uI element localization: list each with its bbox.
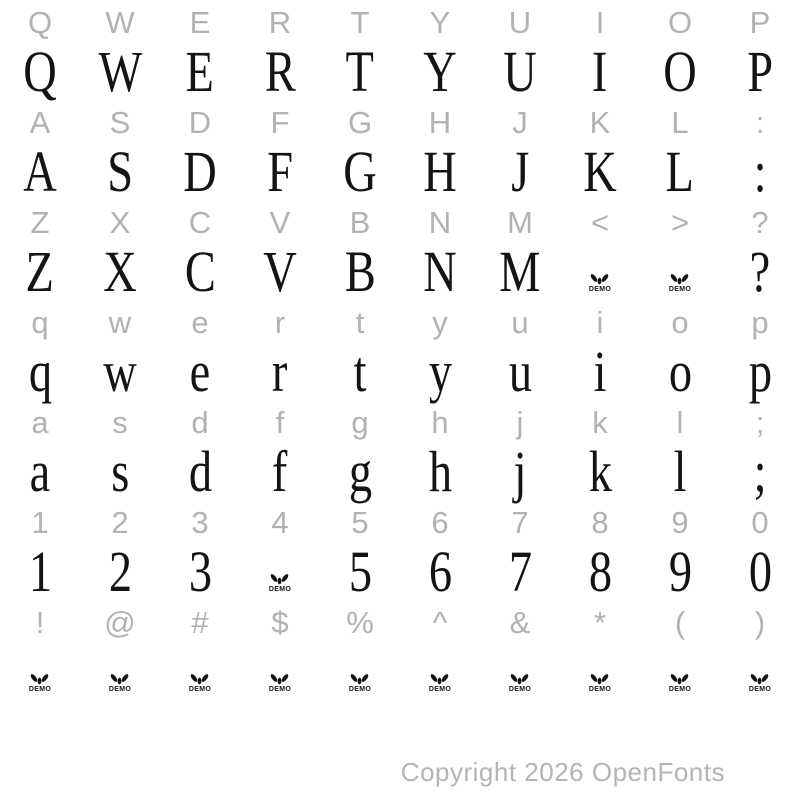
preview-glyph-char: 7 bbox=[508, 539, 532, 604]
reference-char: ! bbox=[35, 605, 45, 640]
preview-glyph-char: 2 bbox=[108, 539, 132, 604]
reference-char: B bbox=[349, 205, 371, 240]
reference-char: D bbox=[188, 105, 212, 140]
preview-glyph bbox=[160, 139, 240, 204]
character-row-5 bbox=[0, 402, 800, 502]
demo-ornament-label: DEMO bbox=[748, 686, 772, 693]
preview-glyph-char: J bbox=[510, 139, 530, 204]
demo-glyph bbox=[80, 646, 160, 702]
preview-glyph bbox=[0, 239, 80, 304]
preview-glyph-char: j bbox=[513, 439, 527, 504]
demo-glyph bbox=[560, 246, 640, 302]
preview-glyph bbox=[0, 539, 80, 604]
preview-glyph bbox=[240, 139, 320, 204]
reference-char: L bbox=[671, 105, 689, 140]
reference-char: 9 bbox=[671, 505, 689, 540]
preview-glyph-char: S bbox=[107, 139, 133, 204]
preview-glyph-char: q bbox=[28, 339, 52, 404]
reference-char: 7 bbox=[511, 505, 529, 540]
reference-char: K bbox=[589, 105, 611, 140]
reference-char: g bbox=[351, 405, 369, 440]
reference-char: N bbox=[428, 205, 452, 240]
demo-ornament-icon bbox=[269, 572, 291, 593]
character-row-2 bbox=[0, 102, 800, 202]
demo-ornament-label: DEMO bbox=[28, 686, 52, 693]
character-row-1 bbox=[0, 2, 800, 102]
demo-glyph bbox=[720, 646, 800, 702]
preview-glyph-char: u bbox=[508, 339, 532, 404]
preview-glyph-char: P bbox=[747, 39, 773, 104]
reference-char: Q bbox=[27, 5, 53, 40]
preview-glyph-char: t bbox=[353, 339, 367, 404]
preview-glyph bbox=[480, 139, 560, 204]
preview-glyph bbox=[640, 139, 720, 204]
preview-glyph-char: H bbox=[423, 139, 457, 204]
reference-char: T bbox=[350, 5, 370, 40]
preview-glyph-char: k bbox=[588, 439, 612, 504]
preview-glyph bbox=[720, 439, 800, 504]
preview-glyph bbox=[80, 339, 160, 404]
reference-char: t bbox=[355, 305, 365, 340]
preview-glyph bbox=[160, 39, 240, 104]
demo-glyph bbox=[240, 546, 320, 602]
reference-char: 0 bbox=[751, 505, 769, 540]
reference-char: e bbox=[191, 305, 209, 340]
reference-char: # bbox=[191, 605, 209, 640]
preview-glyph bbox=[560, 39, 640, 104]
preview-glyph-char: Q bbox=[23, 39, 57, 104]
reference-char: a bbox=[31, 405, 49, 440]
reference-char: d bbox=[191, 405, 209, 440]
reference-char: < bbox=[590, 205, 610, 240]
preview-glyph-char: R bbox=[264, 39, 296, 104]
demo-ornament-icon bbox=[589, 272, 611, 293]
reference-char: s bbox=[112, 405, 128, 440]
demo-glyph bbox=[640, 646, 720, 702]
preview-glyph bbox=[320, 539, 400, 604]
preview-glyph bbox=[0, 339, 80, 404]
preview-glyph bbox=[400, 439, 480, 504]
preview-glyph bbox=[480, 39, 560, 104]
reference-char: H bbox=[428, 105, 452, 140]
preview-glyph bbox=[400, 39, 480, 104]
preview-row bbox=[0, 646, 800, 702]
preview-glyph bbox=[720, 539, 800, 604]
reference-char: 2 bbox=[111, 505, 129, 540]
reference-char: r bbox=[274, 305, 286, 340]
demo-ornament-label: DEMO bbox=[268, 686, 292, 693]
preview-glyph bbox=[480, 539, 560, 604]
reference-char: J bbox=[512, 105, 528, 140]
preview-glyph-char: ; bbox=[753, 439, 767, 504]
preview-row bbox=[0, 539, 800, 604]
preview-glyph-char: i bbox=[593, 339, 607, 404]
character-row-3 bbox=[0, 202, 800, 302]
demo-ornament-icon bbox=[589, 672, 611, 693]
reference-char: u bbox=[511, 305, 529, 340]
preview-glyph-char: O bbox=[663, 39, 697, 104]
preview-glyph-char: X bbox=[103, 239, 137, 304]
preview-glyph bbox=[720, 39, 800, 104]
reference-char: 8 bbox=[591, 505, 609, 540]
preview-glyph-char: 9 bbox=[668, 539, 692, 604]
reference-char: 5 bbox=[351, 505, 369, 540]
reference-char: > bbox=[670, 205, 690, 240]
reference-char: q bbox=[31, 305, 49, 340]
demo-glyph bbox=[560, 646, 640, 702]
preview-glyph bbox=[320, 39, 400, 104]
preview-glyph-char: C bbox=[184, 239, 216, 304]
demo-glyph bbox=[640, 246, 720, 302]
reference-char: R bbox=[268, 5, 292, 40]
preview-glyph-char: o bbox=[668, 339, 692, 404]
preview-glyph-char: p bbox=[748, 339, 772, 404]
reference-char: y bbox=[432, 305, 448, 340]
reference-char: Z bbox=[30, 205, 50, 240]
preview-glyph bbox=[640, 39, 720, 104]
preview-glyph-char: r bbox=[272, 339, 288, 404]
preview-row bbox=[0, 339, 800, 404]
reference-char: G bbox=[347, 105, 373, 140]
preview-glyph-char: g bbox=[348, 439, 372, 504]
demo-ornament-icon bbox=[429, 672, 451, 693]
preview-glyph-char: W bbox=[98, 39, 142, 104]
demo-ornament-icon bbox=[749, 672, 771, 693]
preview-glyph-char: 3 bbox=[188, 539, 212, 604]
demo-glyph bbox=[0, 646, 80, 702]
reference-char: ( bbox=[674, 605, 686, 640]
preview-glyph-char: f bbox=[272, 439, 288, 504]
demo-ornament-icon bbox=[669, 672, 691, 693]
preview-glyph bbox=[320, 239, 400, 304]
reference-char: * bbox=[593, 605, 607, 640]
character-row-7 bbox=[0, 602, 800, 702]
reference-char: 3 bbox=[191, 505, 209, 540]
preview-glyph bbox=[80, 139, 160, 204]
preview-glyph-char: y bbox=[428, 339, 452, 404]
preview-glyph-char: L bbox=[665, 139, 695, 204]
preview-glyph-char: D bbox=[183, 139, 217, 204]
preview-glyph bbox=[240, 39, 320, 104]
preview-glyph-char: 0 bbox=[748, 539, 772, 604]
demo-glyph bbox=[480, 646, 560, 702]
preview-glyph bbox=[0, 139, 80, 204]
preview-glyph bbox=[640, 439, 720, 504]
reference-char: ? bbox=[751, 205, 769, 240]
preview-glyph bbox=[320, 439, 400, 504]
reference-char: w bbox=[108, 305, 132, 340]
reference-char: X bbox=[109, 205, 131, 240]
reference-char: p bbox=[751, 305, 769, 340]
preview-glyph-char: Y bbox=[423, 39, 457, 104]
preview-glyph bbox=[320, 339, 400, 404]
preview-glyph-char: M bbox=[499, 239, 541, 304]
preview-glyph bbox=[240, 339, 320, 404]
preview-glyph-char: e bbox=[189, 339, 211, 404]
preview-glyph-char: A bbox=[23, 139, 57, 204]
reference-char: o bbox=[671, 305, 689, 340]
preview-glyph bbox=[480, 339, 560, 404]
preview-glyph bbox=[80, 439, 160, 504]
reference-char: 4 bbox=[271, 505, 289, 540]
preview-glyph bbox=[400, 239, 480, 304]
reference-char: @ bbox=[104, 605, 136, 640]
preview-glyph bbox=[240, 239, 320, 304]
reference-char: A bbox=[29, 105, 51, 140]
preview-glyph-char: 1 bbox=[28, 539, 52, 604]
character-row-6 bbox=[0, 502, 800, 602]
preview-glyph-char: F bbox=[267, 139, 293, 204]
demo-ornament-label: DEMO bbox=[188, 686, 212, 693]
reference-char: M bbox=[507, 205, 533, 240]
reference-char: $ bbox=[271, 605, 289, 640]
demo-ornament-label: DEMO bbox=[668, 286, 692, 293]
preview-glyph bbox=[160, 539, 240, 604]
preview-glyph bbox=[480, 239, 560, 304]
reference-row bbox=[0, 602, 800, 646]
preview-glyph-char: G bbox=[343, 139, 377, 204]
preview-glyph bbox=[560, 439, 640, 504]
preview-glyph-char: w bbox=[103, 339, 137, 404]
preview-row bbox=[0, 439, 800, 504]
reference-char: W bbox=[105, 5, 135, 40]
preview-row bbox=[0, 239, 800, 304]
demo-ornament-icon bbox=[349, 672, 371, 693]
preview-glyph bbox=[640, 539, 720, 604]
preview-glyph bbox=[720, 339, 800, 404]
preview-glyph-char: s bbox=[110, 439, 130, 504]
reference-char: h bbox=[431, 405, 449, 440]
preview-glyph-char: d bbox=[188, 439, 212, 504]
preview-glyph-char: Z bbox=[25, 239, 55, 304]
preview-glyph bbox=[400, 339, 480, 404]
demo-ornament-icon bbox=[29, 672, 51, 693]
preview-glyph-char: 8 bbox=[588, 539, 612, 604]
demo-ornament-icon bbox=[269, 672, 291, 693]
reference-char: & bbox=[509, 605, 531, 640]
preview-glyph bbox=[720, 139, 800, 204]
demo-glyph bbox=[320, 646, 400, 702]
reference-char: 6 bbox=[431, 505, 449, 540]
preview-glyph-char: I bbox=[592, 39, 608, 104]
preview-glyph-char: K bbox=[583, 139, 617, 204]
demo-ornament-label: DEMO bbox=[348, 686, 372, 693]
demo-ornament-label: DEMO bbox=[108, 686, 132, 693]
preview-glyph-char: 5 bbox=[348, 539, 372, 604]
demo-ornament-icon bbox=[509, 672, 531, 693]
preview-glyph bbox=[560, 339, 640, 404]
character-grid bbox=[0, 2, 800, 702]
preview-glyph-char: l bbox=[673, 439, 687, 504]
demo-ornament-label: DEMO bbox=[428, 686, 452, 693]
demo-ornament-label: DEMO bbox=[668, 686, 692, 693]
reference-char: i bbox=[596, 305, 604, 340]
demo-glyph bbox=[240, 646, 320, 702]
demo-ornament-icon bbox=[189, 672, 211, 693]
reference-char: O bbox=[667, 5, 693, 40]
reference-char: % bbox=[346, 605, 374, 640]
preview-glyph bbox=[320, 139, 400, 204]
preview-glyph-char: ? bbox=[749, 239, 771, 304]
reference-char: Y bbox=[429, 5, 451, 40]
preview-glyph-char: U bbox=[503, 39, 537, 104]
reference-char: j bbox=[516, 405, 524, 440]
demo-ornament-label: DEMO bbox=[588, 686, 612, 693]
reference-char: F bbox=[270, 105, 290, 140]
preview-glyph-char: h bbox=[428, 439, 452, 504]
preview-glyph bbox=[560, 539, 640, 604]
reference-char: V bbox=[269, 205, 291, 240]
preview-glyph bbox=[720, 239, 800, 304]
demo-ornament-label: DEMO bbox=[508, 686, 532, 693]
preview-glyph bbox=[560, 139, 640, 204]
preview-glyph bbox=[480, 439, 560, 504]
reference-char: P bbox=[749, 5, 771, 40]
character-row-4 bbox=[0, 302, 800, 402]
reference-char: I bbox=[595, 5, 605, 40]
preview-glyph bbox=[80, 539, 160, 604]
preview-glyph-char: : bbox=[753, 139, 767, 204]
reference-char: 1 bbox=[31, 505, 49, 540]
preview-glyph-char: V bbox=[263, 239, 297, 304]
preview-glyph bbox=[0, 39, 80, 104]
preview-glyph-char: E bbox=[185, 39, 215, 104]
demo-glyph bbox=[400, 646, 480, 702]
reference-char: k bbox=[592, 405, 608, 440]
preview-glyph-char: T bbox=[345, 39, 375, 104]
preview-glyph bbox=[0, 439, 80, 504]
preview-glyph bbox=[160, 339, 240, 404]
preview-glyph-char: N bbox=[423, 239, 457, 304]
preview-glyph-char: a bbox=[29, 439, 51, 504]
reference-char: S bbox=[109, 105, 131, 140]
preview-glyph-char: 6 bbox=[428, 539, 452, 604]
preview-glyph bbox=[640, 339, 720, 404]
demo-glyph bbox=[160, 646, 240, 702]
reference-char: : bbox=[755, 105, 765, 140]
preview-glyph bbox=[400, 539, 480, 604]
preview-glyph bbox=[80, 239, 160, 304]
preview-row bbox=[0, 139, 800, 204]
copyright-text: Copyright 2026 OpenFonts bbox=[400, 757, 725, 787]
demo-ornament-label: DEMO bbox=[268, 586, 292, 593]
demo-ornament-icon bbox=[109, 672, 131, 693]
preview-glyph bbox=[400, 139, 480, 204]
preview-glyph bbox=[240, 439, 320, 504]
reference-char: C bbox=[188, 205, 212, 240]
preview-glyph bbox=[160, 239, 240, 304]
reference-char: E bbox=[189, 5, 211, 40]
preview-glyph-char: B bbox=[344, 239, 376, 304]
reference-char: ^ bbox=[432, 605, 448, 640]
reference-char: l bbox=[676, 405, 684, 440]
demo-ornament-label: DEMO bbox=[588, 286, 612, 293]
preview-row bbox=[0, 39, 800, 104]
preview-glyph bbox=[80, 39, 160, 104]
demo-ornament-icon bbox=[669, 272, 691, 293]
reference-char: f bbox=[275, 405, 285, 440]
preview-glyph bbox=[160, 439, 240, 504]
reference-char: U bbox=[508, 5, 532, 40]
reference-char: ; bbox=[755, 405, 765, 440]
reference-char: ) bbox=[754, 605, 766, 640]
